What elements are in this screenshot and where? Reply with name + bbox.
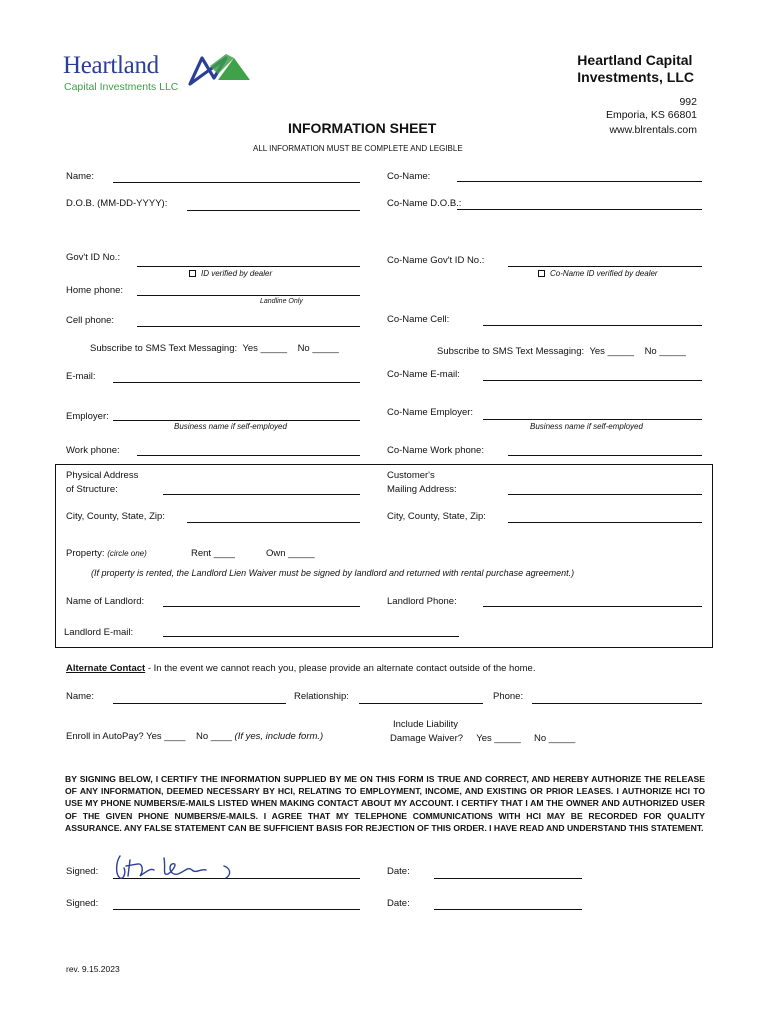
govt-id-field[interactable] [137, 266, 360, 267]
co-employer-field[interactable] [483, 419, 702, 420]
relationship-field[interactable] [359, 703, 483, 704]
employer-label: Employer: [66, 411, 109, 422]
employer-field[interactable] [113, 420, 360, 421]
date-field-1[interactable] [434, 878, 582, 879]
dob-field[interactable] [187, 210, 360, 211]
email-field[interactable] [113, 382, 360, 383]
physical-address-field[interactable] [163, 494, 360, 495]
property-section [55, 464, 713, 648]
address-city: Emporia, KS 66801 [605, 109, 697, 121]
alt-phone-field[interactable] [532, 703, 702, 704]
alternate-contact-heading: Alternate Contact - In the event we cannot reach you, please provide an alternate contact outside of the home. [66, 663, 536, 674]
autopay-option: Enroll in AutoPay? Yes ____ No ____ (If yes, include form.) [66, 731, 324, 742]
id-verified-checkbox[interactable] [189, 270, 196, 277]
mailing-address-field[interactable] [508, 494, 702, 495]
work-phone-field[interactable] [137, 455, 360, 456]
revision-date: rev. 9.15.2023 [66, 964, 120, 974]
alt-name-label: Name: [66, 691, 94, 702]
rent-option[interactable]: Rent ____ [191, 548, 235, 559]
co-cell-field[interactable] [483, 325, 702, 326]
landlord-name-field[interactable] [163, 606, 360, 607]
landlord-email-label: Landlord E-mail: [64, 627, 134, 638]
website-link[interactable]: www.blrentals.com [609, 124, 697, 136]
co-work-phone-field[interactable] [508, 455, 702, 456]
govt-id-label: Gov't ID No.: [66, 252, 121, 263]
date-label-2: Date: [387, 898, 410, 909]
co-employer-label: Co-Name Employer: [387, 407, 474, 418]
address-number: 992 [679, 96, 697, 108]
certification-statement: BY SIGNING BELOW, I CERTIFY THE INFORMATION SUPPLIED BY ME ON THIS FORM IS TRUE AND CORRECT, AND HEREBY AUTHORIZE THE RELEASE OF ANY INFORMATION, DEEMED NECESSARY BY HCI, RELATING TO EMPLOYMENT, INCOME, AND EXISTING OR PRIOR LEASES. I AUTHORIZE HCI TO USE MY PHONE NUMBERS/E-MAILS LISTED WHEN MAKING CONTACT ABOUT MY ACCOUNT. I CERTIFY THAT I AM THE OWNER AND AUTHORIZED USER OF THE GIVEN PHONE NUMBERS/E-MAILS. I AGREE THAT MY TELEPHONE COMMUNICATIONS WITH HCI MAY BE RECORDED FOR QUALITY ASSURANCE. ANY FALSE STATEMENT CAN BE SUFFICIENT BASIS FOR REJECTION OF THIS ORDER. I HAVE READ AND UNDERSTAND THIS STATEMENT. [65, 774, 705, 833]
signed-label-2: Signed: [66, 898, 99, 909]
city-label: City, County, State, Zip: [66, 511, 165, 522]
name-label: Name: [66, 171, 94, 182]
co-cell-label: Co-Name Cell: [387, 314, 450, 325]
email-label: E-mail: [66, 371, 96, 382]
co-name-label: Co-Name: [387, 171, 431, 182]
cell-phone-label: Cell phone: [66, 315, 115, 326]
co-govt-id-field[interactable] [508, 266, 702, 267]
work-phone-label: Work phone: [66, 445, 120, 456]
property-type: Property: (circle one) [66, 548, 147, 559]
co-id-verified-note: Co-Name ID verified by dealer [538, 269, 658, 278]
relationship-label: Relationship: [294, 691, 349, 702]
logo-subtitle: Capital Investments LLC [64, 81, 179, 93]
co-dob-field[interactable] [457, 209, 702, 210]
alt-name-field[interactable] [113, 703, 286, 704]
co-business-hint: Business name if self-employed [530, 422, 643, 431]
date-field-2[interactable] [434, 909, 582, 910]
co-id-verified-checkbox[interactable] [538, 270, 545, 277]
co-govt-id-label: Co-Name Gov't ID No.: [387, 255, 485, 266]
logo-wordmark: Heartland [63, 52, 159, 79]
city-field[interactable] [187, 522, 360, 523]
landlord-name-label: Name of Landlord: [66, 596, 145, 607]
co-name-field[interactable] [457, 181, 702, 182]
form-title: INFORMATION SHEET [288, 120, 437, 136]
landlord-phone-field[interactable] [483, 606, 702, 607]
logo-roof-icon [188, 52, 252, 86]
form-subtitle: ALL INFORMATION MUST BE COMPLETE AND LEGIBLE [253, 144, 463, 153]
mailing-address-label: Customer's Mailing Address: [387, 470, 457, 495]
dob-label: D.O.B. (MM-DD-YYYY): [66, 198, 168, 209]
alt-phone-label: Phone: [493, 691, 524, 702]
company-name: Heartland Capital Investments, LLC [577, 52, 694, 85]
signature-field-2[interactable] [113, 909, 360, 910]
co-email-field[interactable] [483, 380, 702, 381]
business-hint: Business name if self-employed [174, 422, 287, 431]
co-dob-label: Co-Name D.O.B.: [387, 198, 462, 209]
landlord-phone-label: Landlord Phone: [387, 596, 457, 607]
sms-subscribe: Subscribe to SMS Text Messaging: Yes _____ No _____ [90, 343, 339, 354]
landlord-lien-note: (If property is rented, the Landlord Lien Waiver must be signed by landlord and returned with rental purchase agreement.) [91, 568, 575, 578]
landlord-email-field[interactable] [163, 636, 459, 637]
liability-waiver-label: Include Liability Damage Waiver? Yes _____ No _____ [390, 719, 576, 744]
name-field[interactable] [113, 182, 360, 183]
date-label-1: Date: [387, 866, 410, 877]
home-phone-field[interactable] [137, 295, 360, 296]
landline-only-note: Landline Only [260, 298, 303, 305]
cell-phone-field[interactable] [137, 326, 360, 327]
physical-address-label: Physical Address of Structure: [66, 470, 139, 495]
handwritten-signature [112, 852, 242, 882]
mailing-city-field[interactable] [508, 522, 702, 523]
own-option[interactable]: Own _____ [266, 548, 315, 559]
co-sms-subscribe: Subscribe to SMS Text Messaging: Yes _____ No _____ [437, 346, 686, 357]
id-verified-note: ID verified by dealer [189, 269, 272, 278]
signed-label-1: Signed: [66, 866, 99, 877]
co-email-label: Co-Name E-mail: [387, 369, 460, 380]
home-phone-label: Home phone: [66, 285, 124, 296]
mailing-city-label: City, County, State, Zip: [387, 511, 486, 522]
co-work-phone-label: Co-Name Work phone: [387, 445, 484, 456]
